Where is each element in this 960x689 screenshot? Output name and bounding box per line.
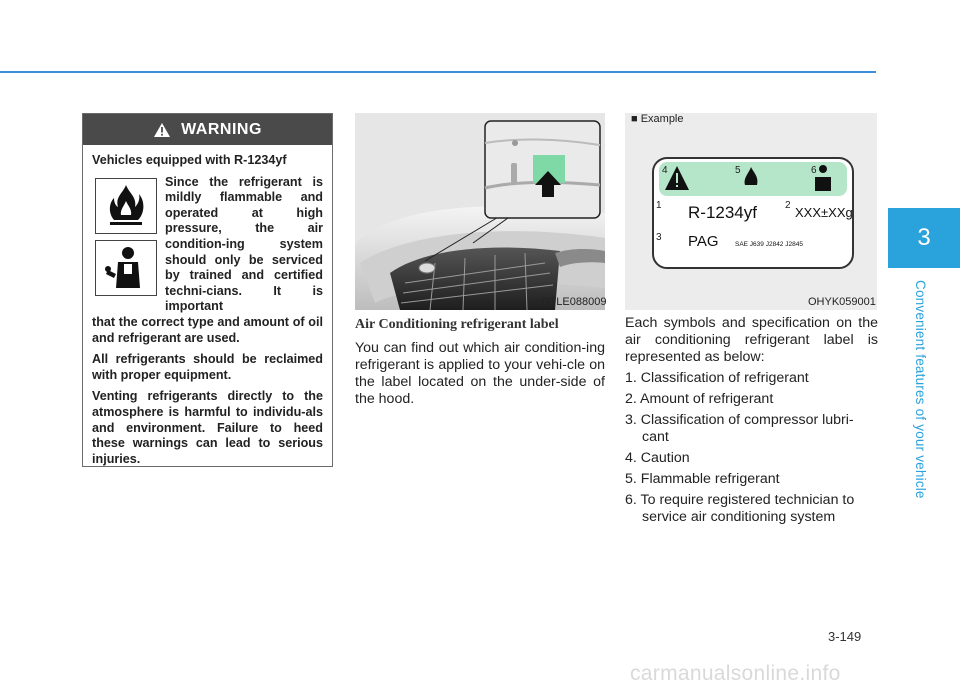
chapter-tab	[888, 208, 960, 268]
list-item: 1. Classification of refrigerant	[625, 370, 809, 386]
refrigerant-label-image	[625, 113, 877, 310]
callout-1: 1	[656, 200, 662, 211]
section-title: Air Conditioning refrigerant label	[355, 317, 559, 332]
warning-paragraph-3: Venting refrigerants directly to the atmosphere is harmful to individu-als and environment. Failure to heed these warnings can lead to serious injuries.	[92, 389, 323, 466]
warning-header	[83, 114, 332, 145]
chapter-title: Convenient features of your vehicle	[913, 280, 928, 499]
sticker-oil: PAG	[688, 233, 719, 250]
section-column	[355, 317, 605, 408]
sticker-amount: XXX±XXg	[795, 205, 853, 220]
sticker-refrigerant: R-1234yf	[688, 203, 757, 222]
list-item: 5. Flammable refrigerant	[625, 471, 780, 487]
photo-caption: OTLE088009	[541, 296, 607, 308]
label-caption: OHYK059001	[808, 296, 876, 308]
list-item: 6. To require registered technician to service air conditioning system	[625, 492, 855, 525]
flame-icon	[95, 178, 157, 234]
chapter-number: 3	[917, 224, 931, 251]
page-number: 3-149	[828, 629, 862, 644]
list-item: 2. Amount of refrigerant	[625, 391, 774, 407]
label-symbol-list	[625, 370, 878, 526]
callout-5: 5	[735, 165, 741, 176]
warning-title: WARNING	[181, 120, 262, 138]
technician-icon	[95, 240, 157, 296]
list-item: 3. Classification of compressor lubri-cant	[625, 412, 854, 445]
label-intro: Each symbols and specification on the air conditioning refrigerant label is represented as below:	[625, 315, 878, 365]
callout-2: 2	[785, 200, 791, 211]
section-body: You can find out which air condition-ing refrigerant is applied to your vehi-cle on the label located on the under-side of the hood.	[355, 340, 605, 407]
warning-icon-text: Since the refrigerant is mildly flammable and operated at high pressure, the air condition-ing system should only be serviced by trained and certified techni-cians. It is important	[165, 174, 323, 314]
hood-photo	[355, 113, 605, 310]
warning-box	[82, 113, 333, 467]
callout-6: 6	[811, 165, 817, 176]
warning-subtitle: Vehicles equipped with R-1234yf	[92, 153, 287, 167]
watermark: carmanualsonline.info	[630, 662, 841, 685]
sticker-standards: SAE J639 J2842 J2845	[735, 241, 803, 248]
example-label: ■ Example	[631, 113, 684, 125]
warning-paragraph-2: All refrigerants should be reclaimed with proper equipment.	[92, 352, 323, 382]
list-item: 4. Caution	[625, 450, 690, 466]
warning-continued-text: that the correct type and amount of oil and refrigerant are used.	[92, 314, 323, 345]
callout-3: 3	[656, 232, 662, 243]
callout-4: 4	[662, 165, 668, 176]
warning-triangle-icon	[153, 122, 171, 138]
top-rule	[0, 71, 876, 73]
right-column	[625, 315, 878, 530]
